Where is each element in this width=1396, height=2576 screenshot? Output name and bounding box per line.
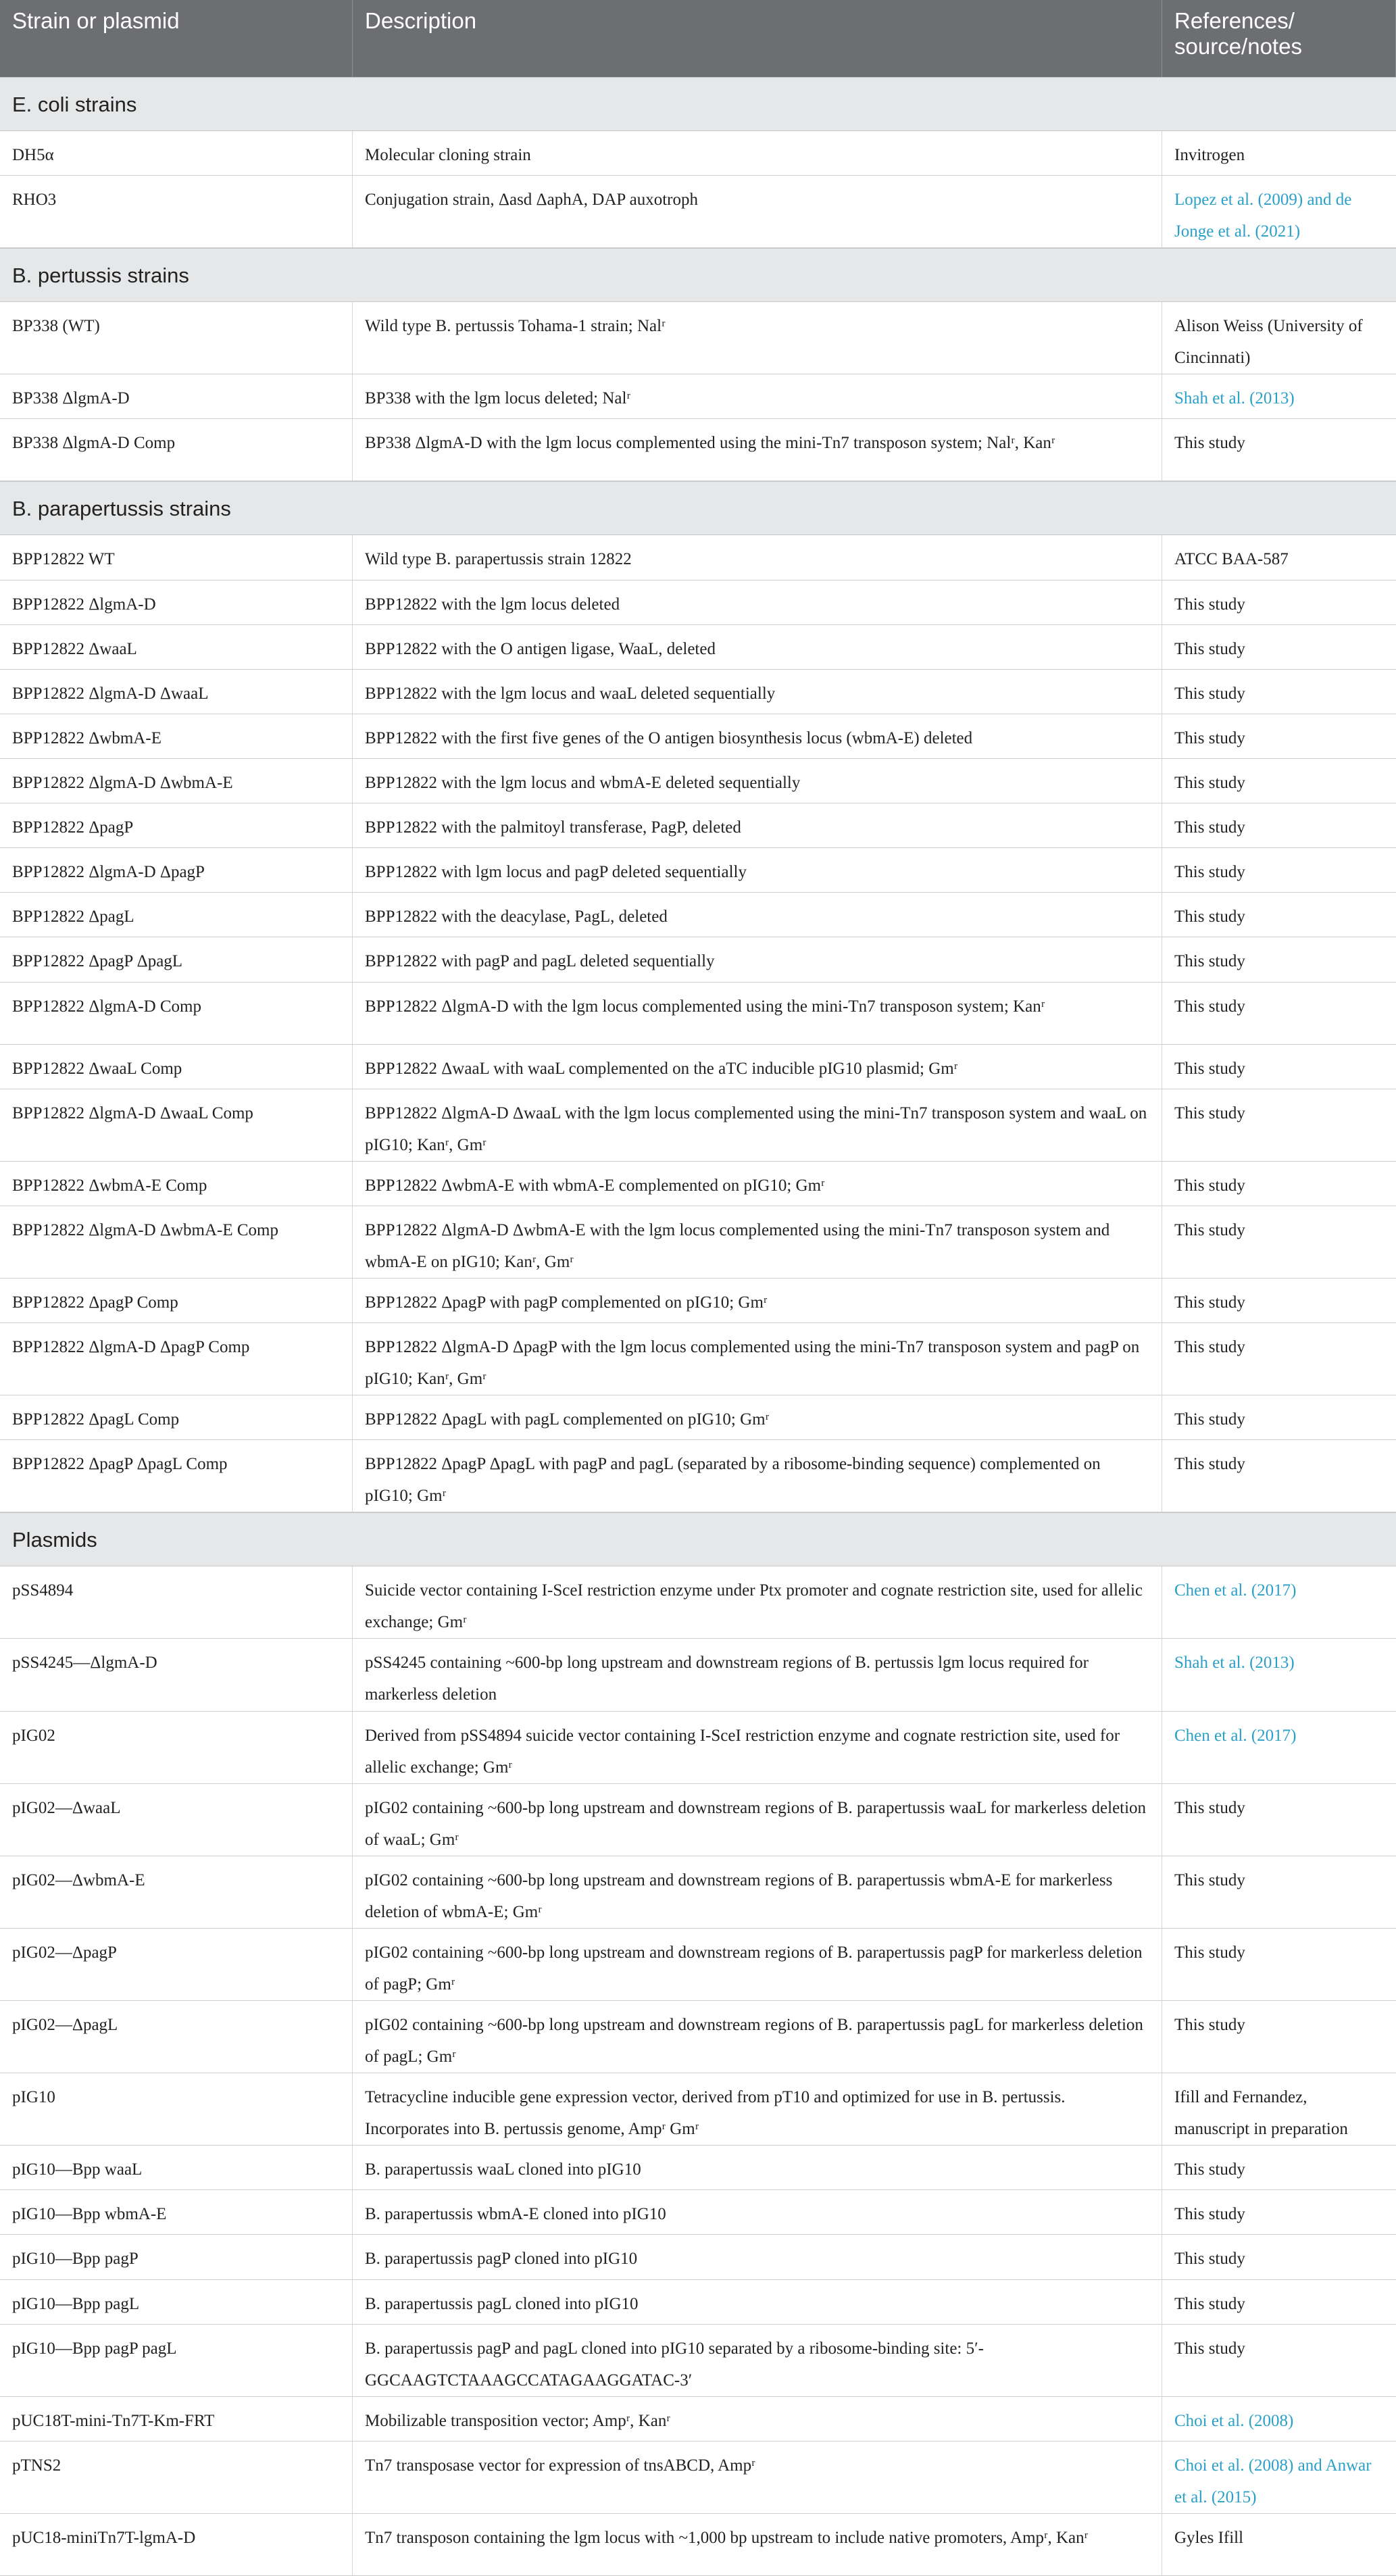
strain-name: BPP12822 ΔpagP [0, 803, 353, 848]
description: BPP12822 with the O antigen ligase, WaaL, deleted [353, 625, 1162, 670]
description: BPP12822 ΔpagL with pagL complemented on pIG10; Gmʳ [353, 1395, 1162, 1440]
description: BPP12822 ΔlgmA-D ΔwaaL with the lgm locus complemented using the mini-Tn7 transposon system and waaL on pIG10; Kanʳ, Gmʳ [353, 1089, 1162, 1162]
reference: This study [1162, 983, 1396, 1045]
description: BPP12822 with the lgm locus deleted [353, 580, 1162, 625]
description: BPP12822 with pagP and pagL deleted sequentially [353, 937, 1162, 982]
description: BPP12822 with the deacylase, PagL, deleted [353, 893, 1162, 937]
strain-name: pUC18-miniTn7T-lgmA-D [0, 2514, 353, 2576]
strain-name: DH5α [0, 131, 353, 176]
strain-name: BPP12822 ΔlgmA-D ΔwbmA-E [0, 759, 353, 803]
description: Conjugation strain, Δasd ΔaphA, DAP auxotroph [353, 176, 1162, 248]
reference: This study [1162, 1162, 1396, 1206]
description: Suicide vector containing I-SceI restriction enzyme under Ptx promoter and cognate restriction site, used for allelic exchange; Gmʳ [353, 1566, 1162, 1639]
reference: This study [1162, 1784, 1396, 1856]
strain-name: pUC18T-mini-Tn7T-Km-FRT [0, 2397, 353, 2442]
description: BPP12822 ΔlgmA-D ΔpagP with the lgm locus complemented using the mini-Tn7 transposon system and pagP on pIG10; Kanʳ, Gmʳ [353, 1323, 1162, 1395]
reference: This study [1162, 2001, 1396, 2073]
reference[interactable]: Shah et al. (2013) [1162, 1639, 1396, 1711]
strain-name: BPP12822 ΔpagP ΔpagL [0, 937, 353, 982]
strain-name: pIG02—ΔwaaL [0, 1784, 353, 1856]
description: BP338 ΔlgmA-D with the lgm locus complemented using the mini-Tn7 transposon system; Nalʳ, Kanʳ [353, 419, 1162, 481]
description: B. parapertussis wbmA-E cloned into pIG10 [353, 2190, 1162, 2235]
reference[interactable]: Chen et al. (2017) [1162, 1712, 1396, 1784]
strain-name: BPP12822 ΔlgmA-D ΔwaaL [0, 670, 353, 714]
strain-name: pIG10—Bpp waaL [0, 2146, 353, 2190]
strain-name: BPP12822 ΔpagL [0, 893, 353, 937]
description: pIG02 containing ~600-bp long upstream and downstream regions of B. parapertussis waaL for markerless deletion of waaL; Gmʳ [353, 1784, 1162, 1856]
reference: This study [1162, 1279, 1396, 1323]
description: Wild type B. pertussis Tohama-1 strain; Nalʳ [353, 302, 1162, 374]
description: B. parapertussis waaL cloned into pIG10 [353, 2146, 1162, 2190]
reference[interactable]: Shah et al. (2013) [1162, 374, 1396, 419]
reference: This study [1162, 670, 1396, 714]
strain-name: pIG02—ΔwbmA-E [0, 1856, 353, 1929]
reference: This study [1162, 419, 1396, 481]
reference: This study [1162, 937, 1396, 982]
reference: This study [1162, 714, 1396, 759]
reference: Alison Weiss (University of Cincinnati) [1162, 302, 1396, 374]
description: pIG02 containing ~600-bp long upstream and downstream regions of B. parapertussis pagP for markerless deletion of pagP; Gmʳ [353, 1929, 1162, 2001]
strain-name: pSS4245—ΔlgmA-D [0, 1639, 353, 1711]
strain-name: pIG02—ΔpagP [0, 1929, 353, 2001]
description: pSS4245 containing ~600-bp long upstream and downstream regions of B. pertussis lgm locus required for markerless deletion [353, 1639, 1162, 1711]
reference: This study [1162, 1856, 1396, 1929]
strain-name: BPP12822 ΔwaaL Comp [0, 1045, 353, 1089]
reference: This study [1162, 625, 1396, 670]
description: BPP12822 ΔlgmA-D with the lgm locus complemented using the mini-Tn7 transposon system; Kanʳ [353, 983, 1162, 1045]
reference: This study [1162, 1395, 1396, 1440]
reference: This study [1162, 1206, 1396, 1279]
reference: This study [1162, 2146, 1396, 2190]
strain-name: pIG10—Bpp wbmA-E [0, 2190, 353, 2235]
reference: This study [1162, 1929, 1396, 2001]
description: B. parapertussis pagL cloned into pIG10 [353, 2280, 1162, 2325]
header-description: Description [353, 0, 1162, 77]
strain-name: BPP12822 ΔlgmA-D ΔpagP [0, 848, 353, 893]
strain-name: pIG02 [0, 1712, 353, 1784]
section-header: E. coli strains [0, 77, 1396, 131]
strain-name: pTNS2 [0, 2442, 353, 2514]
strain-name: BPP12822 ΔlgmA-D Comp [0, 983, 353, 1045]
reference[interactable]: Chen et al. (2017) [1162, 1566, 1396, 1639]
description: Tetracycline inducible gene expression vector, derived from pT10 and optimized for use in B. pertussis. Incorporates into B. pertussis genome, Ampʳ Gmʳ [353, 2073, 1162, 2146]
description: BPP12822 with the lgm locus and wbmA-E deleted sequentially [353, 759, 1162, 803]
strain-name: BP338 ΔlgmA-D [0, 374, 353, 419]
strain-name: BPP12822 ΔpagP Comp [0, 1279, 353, 1323]
header-strain: Strain or plasmid [0, 0, 353, 77]
description: Tn7 transposase vector for expression of tnsABCD, Ampʳ [353, 2442, 1162, 2514]
strain-name: BP338 (WT) [0, 302, 353, 374]
description: BPP12822 ΔwaaL with waaL complemented on the aTC inducible pIG10 plasmid; Gmʳ [353, 1045, 1162, 1089]
reference: This study [1162, 1440, 1396, 1512]
description: Molecular cloning strain [353, 131, 1162, 176]
reference: This study [1162, 2190, 1396, 2235]
reference[interactable]: Lopez et al. (2009) and de Jonge et al. (2021) [1162, 176, 1396, 248]
description: BPP12822 with the first five genes of the O antigen biosynthesis locus (wbmA-E) deleted [353, 714, 1162, 759]
description: BPP12822 with the lgm locus and waaL deleted sequentially [353, 670, 1162, 714]
strain-name: RHO3 [0, 176, 353, 248]
description: BPP12822 ΔpagP with pagP complemented on pIG10; Gmʳ [353, 1279, 1162, 1323]
strain-name: BPP12822 ΔwbmA-E Comp [0, 1162, 353, 1206]
description: B. parapertussis pagP cloned into pIG10 [353, 2235, 1162, 2279]
section-header: Plasmids [0, 1512, 1396, 1566]
description: pIG02 containing ~600-bp long upstream and downstream regions of B. parapertussis pagL for markerless deletion of pagL; Gmʳ [353, 2001, 1162, 2073]
strain-name: BPP12822 ΔwaaL [0, 625, 353, 670]
strain-name: BP338 ΔlgmA-D Comp [0, 419, 353, 481]
description: BP338 with the lgm locus deleted; Nalʳ [353, 374, 1162, 419]
section-header: B. pertussis strains [0, 248, 1396, 302]
description: pIG02 containing ~600-bp long upstream and downstream regions of B. parapertussis wbmA-E for markerless deletion of wbmA-E; Gmʳ [353, 1856, 1162, 1929]
description: BPP12822 ΔwbmA-E with wbmA-E complemented on pIG10; Gmʳ [353, 1162, 1162, 1206]
reference: This study [1162, 1045, 1396, 1089]
description: Tn7 transposon containing the lgm locus with ~1,000 bp upstream to include native promoters, Ampʳ, Kanʳ [353, 2514, 1162, 2576]
strain-name: pIG10—Bpp pagL [0, 2280, 353, 2325]
reference: This study [1162, 759, 1396, 803]
strain-name: BPP12822 ΔwbmA-E [0, 714, 353, 759]
reference: Invitrogen [1162, 131, 1396, 176]
reference: This study [1162, 2235, 1396, 2279]
reference: This study [1162, 580, 1396, 625]
reference[interactable]: Choi et al. (2008) [1162, 2397, 1396, 2442]
strain-name: pIG10—Bpp pagP pagL [0, 2325, 353, 2397]
strain-name: BPP12822 ΔpagL Comp [0, 1395, 353, 1440]
reference: ATCC BAA-587 [1162, 535, 1396, 580]
strain-name: BPP12822 ΔpagP ΔpagL Comp [0, 1440, 353, 1512]
reference: Gyles Ifill [1162, 2514, 1396, 2576]
description: BPP12822 with lgm locus and pagP deleted sequentially [353, 848, 1162, 893]
reference: This study [1162, 1323, 1396, 1395]
strain-name: pIG10—Bpp pagP [0, 2235, 353, 2279]
description: BPP12822 ΔpagP ΔpagL with pagP and pagL (separated by a ribosome-binding sequence) complemented on pIG10; Gmʳ [353, 1440, 1162, 1512]
strain-name: BPP12822 ΔlgmA-D [0, 580, 353, 625]
strain-name: BPP12822 ΔlgmA-D ΔpagP Comp [0, 1323, 353, 1395]
description: Wild type B. parapertussis strain 12822 [353, 535, 1162, 580]
strain-name: pSS4894 [0, 1566, 353, 1639]
reference: This study [1162, 848, 1396, 893]
reference: This study [1162, 2280, 1396, 2325]
strain-name: BPP12822 WT [0, 535, 353, 580]
reference[interactable]: Choi et al. (2008) and Anwar et al. (2015) [1162, 2442, 1396, 2514]
strain-name: pIG02—ΔpagL [0, 2001, 353, 2073]
reference: This study [1162, 2325, 1396, 2397]
header-references: References/ source/notes [1162, 0, 1396, 77]
description: Derived from pSS4894 suicide vector containing I-SceI restriction enzyme and cognate restriction site, used for allelic exchange; Gmʳ [353, 1712, 1162, 1784]
reference: This study [1162, 893, 1396, 937]
reference: This study [1162, 803, 1396, 848]
description: BPP12822 ΔlgmA-D ΔwbmA-E with the lgm locus complemented using the mini-Tn7 transposon system and wbmA-E on pIG10; Kanʳ, Gmʳ [353, 1206, 1162, 1279]
reference: Ifill and Fernandez, manuscript in preparation [1162, 2073, 1396, 2146]
description: B. parapertussis pagP and pagL cloned into pIG10 separated by a ribosome-binding site: 5′-GGCAAGTCTAAAGCCATAGAAGGATAC-3′ [353, 2325, 1162, 2397]
strain-name: BPP12822 ΔlgmA-D ΔwbmA-E Comp [0, 1206, 353, 1279]
strain-name: BPP12822 ΔlgmA-D ΔwaaL Comp [0, 1089, 353, 1162]
description: BPP12822 with the palmitoyl transferase, PagP, deleted [353, 803, 1162, 848]
strain-name: pIG10 [0, 2073, 353, 2146]
reference: This study [1162, 1089, 1396, 1162]
description: Mobilizable transposition vector; Ampʳ, Kanʳ [353, 2397, 1162, 2442]
section-header: B. parapertussis strains [0, 481, 1396, 535]
